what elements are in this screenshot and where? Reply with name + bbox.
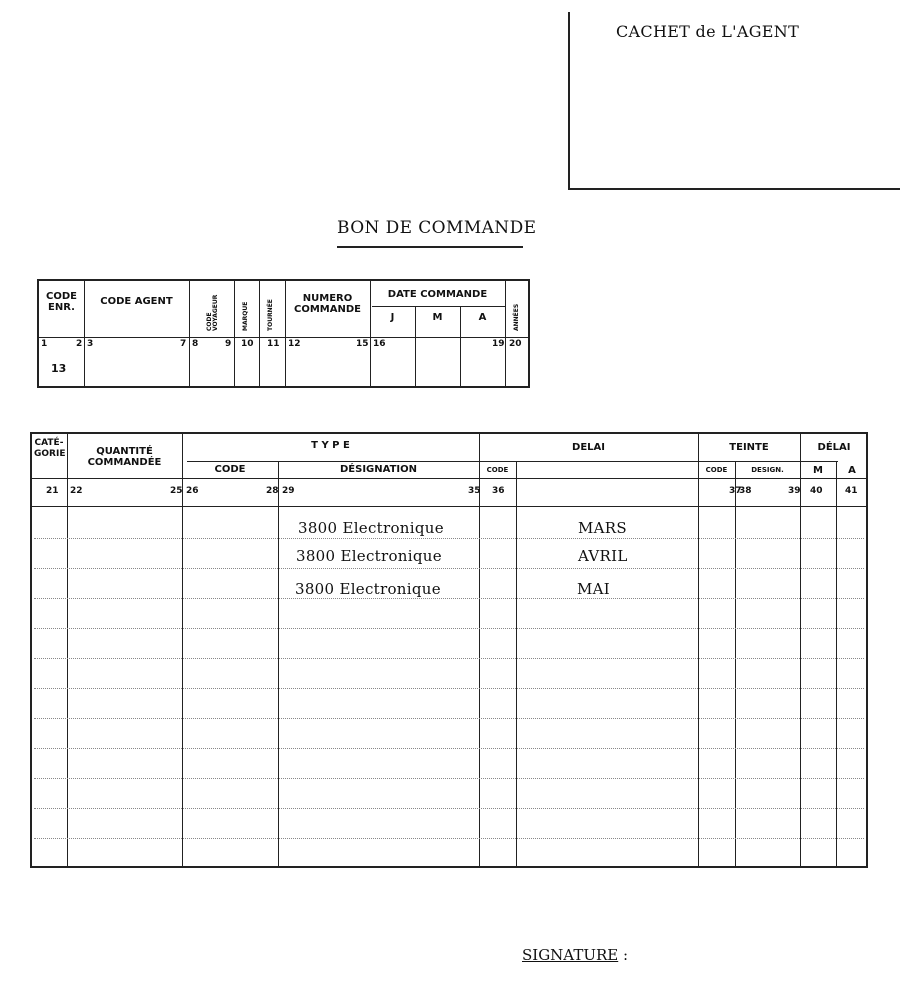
marque-header: MARQUE xyxy=(242,301,249,331)
tournee-header: TOURNÉE xyxy=(267,299,274,331)
signature-label: SIGNATURE xyxy=(522,946,619,964)
pos-11: 11 xyxy=(267,339,280,349)
quantite-header: QUANTITÉ COMMANDÉE xyxy=(87,446,162,468)
pos-35: 35 xyxy=(468,486,481,496)
pos-9: 9 xyxy=(225,339,232,349)
code-enr-header: CODE ENR. xyxy=(46,291,77,313)
pos-2: 2 xyxy=(76,339,83,349)
delai2-m-header: M xyxy=(813,465,823,476)
positions-bottom xyxy=(32,506,866,507)
annee-header: A xyxy=(478,312,487,323)
code-voyageur-header: CODE VOYAGEUR xyxy=(206,294,219,331)
pos-28: 28 xyxy=(266,486,279,496)
header-table xyxy=(37,279,530,388)
subheader-divider xyxy=(187,461,838,462)
row-2-delai[interactable]: AVRIL xyxy=(578,547,628,565)
type-code-header: CODE xyxy=(214,464,246,475)
pos-1: 1 xyxy=(41,339,48,349)
delai-header: DELAI xyxy=(572,442,605,453)
pos-37: 37 xyxy=(729,486,742,496)
code-agent-header: CODE AGENT xyxy=(100,296,173,307)
type-header: T Y P E xyxy=(311,440,350,451)
date-commande-header: DATE COMMANDE xyxy=(387,289,488,300)
pos-39: 39 xyxy=(788,486,801,496)
order-table xyxy=(30,432,868,868)
delai2-header: DÉLAI xyxy=(817,442,851,453)
pos-41: 41 xyxy=(845,486,858,496)
signature-colon: : xyxy=(623,946,629,964)
teinte-design-header: DESIGN. xyxy=(751,466,784,474)
numero-commande-header: NUMERO COMMANDE xyxy=(294,293,361,315)
signature-field[interactable] xyxy=(522,946,628,964)
pos-16: 16 xyxy=(373,339,386,349)
pos-22: 22 xyxy=(70,486,83,496)
type-designation-header: DÉSIGNATION xyxy=(339,464,417,475)
pos-40: 40 xyxy=(810,486,823,496)
delai-code-header: CODE xyxy=(486,466,509,474)
header-bottom xyxy=(32,478,866,479)
row-1-delai[interactable]: MARS xyxy=(578,519,627,537)
document-title: BON DE COMMANDE xyxy=(337,218,537,238)
pos-12: 12 xyxy=(288,339,301,349)
pos-10: 10 xyxy=(241,339,254,349)
pos-21: 21 xyxy=(46,486,59,496)
pos-20: 20 xyxy=(509,339,522,349)
teinte-code-header: CODE xyxy=(705,466,728,474)
jour-header: J xyxy=(390,312,395,323)
pos-25: 25 xyxy=(170,486,183,496)
row-3-designation[interactable]: 3800 Electronique xyxy=(295,580,441,598)
teinte-header: TEINTE xyxy=(729,442,769,453)
pos-15: 15 xyxy=(356,339,369,349)
categorie-header: CATÉ-GORIE xyxy=(34,438,66,459)
pos-8: 8 xyxy=(192,339,199,349)
pos-38: 38 xyxy=(739,486,752,496)
header-divider xyxy=(39,337,528,338)
mois-header: M xyxy=(432,312,443,323)
date-subdivider xyxy=(372,306,506,307)
row-3-delai[interactable]: MAI xyxy=(577,580,611,598)
pos-3: 3 xyxy=(87,339,94,349)
agent-stamp-box[interactable] xyxy=(568,12,900,190)
pos-26: 26 xyxy=(186,486,199,496)
record-code: 13 xyxy=(51,362,67,375)
row-2-designation[interactable]: 3800 Electronique xyxy=(296,547,442,565)
agent-stamp-label: CACHET de L'AGENT xyxy=(616,22,800,41)
pos-19: 19 xyxy=(492,339,505,349)
annees-header: ANNÉES xyxy=(513,303,520,331)
title-underline xyxy=(337,246,523,248)
row-1-designation[interactable]: 3800 Electronique xyxy=(298,519,444,537)
pos-36: 36 xyxy=(492,486,505,496)
pos-7: 7 xyxy=(180,339,187,349)
delai2-a-header: A xyxy=(848,465,856,476)
pos-29: 29 xyxy=(282,486,295,496)
